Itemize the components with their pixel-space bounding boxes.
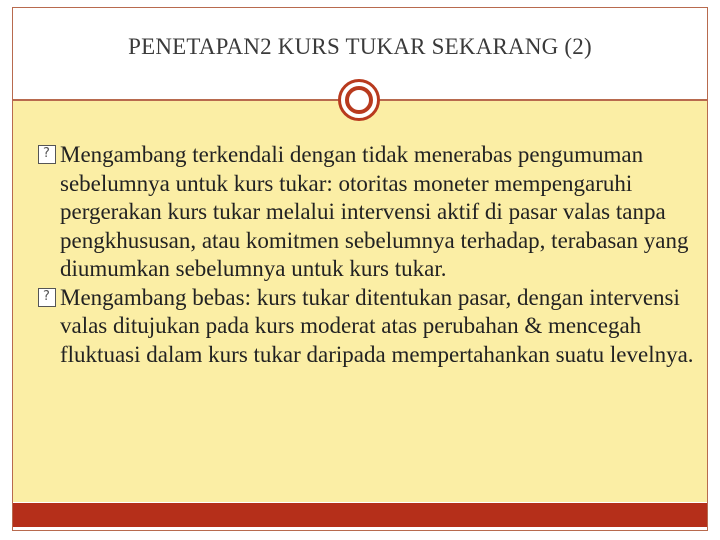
- missing-glyph-bullet-icon: [38, 145, 56, 164]
- slide-title: PENETAPAN2 KURS TUKAR SEKARANG (2): [128, 34, 592, 59]
- bullet-item-1: [38, 141, 698, 284]
- ring-ornament-icon: [338, 79, 380, 121]
- bullet-text-1: Mengambang terkendali dengan tidak menerabas pengumuman sebelumnya untuk kurs tukar: otoritas moneter mempengaruhi pergerakan kurs tukar melalui intervensi aktif di pasar valas tanpa pengkhususan, atau komitmen sebelumnya terhadap, terabasan yang diumumkan sebelumnya untuk kurs tukar.: [60, 142, 689, 281]
- bullet-text-2: Mengambang bebas: kurs tukar ditentukan pasar, dengan intervensi valas ditujukan pada kurs moderat atas perubahan & mencegah fluktuasi dalam kurs tukar daripada mempertahankan suatu levelnya.: [60, 284, 694, 367]
- bottom-accent-band: [13, 503, 707, 527]
- missing-glyph-bullet-icon: [38, 288, 56, 307]
- bullet-item-2: [38, 284, 698, 370]
- bullet-list: [38, 141, 698, 369]
